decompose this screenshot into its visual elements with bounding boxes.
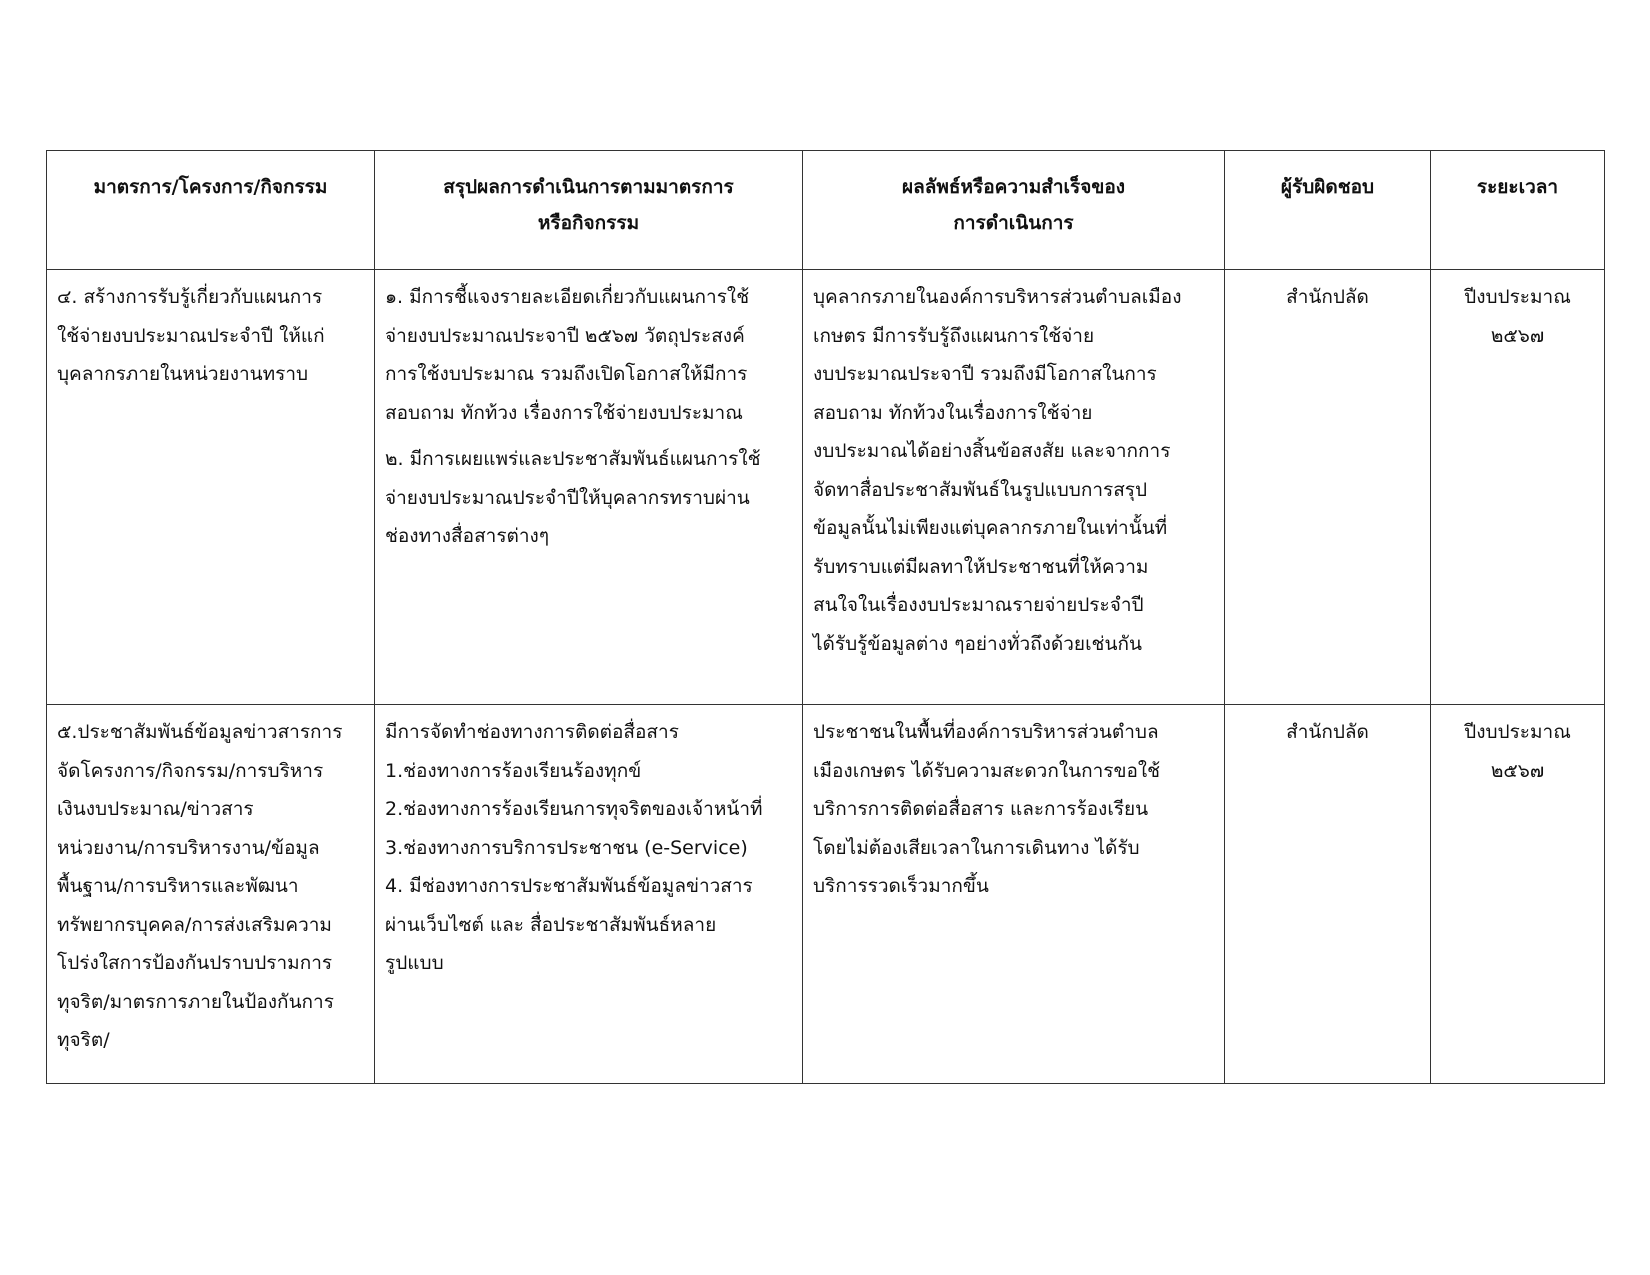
header-line: ระยะเวลา	[1476, 176, 1559, 198]
period-line: ๒๕๖๗	[1490, 759, 1545, 782]
header-line: หรือกิจกรรม	[537, 212, 640, 234]
summary-paragraph	[385, 713, 792, 983]
text-line: จัดทาสื่อประชาสัมพันธ์ในรูปแบบการสรุป	[813, 478, 1148, 501]
text-line: ข้อมูลนั้นไม่เพียงแต่บุคลากรภายในเท่านั้นที่	[813, 517, 1168, 539]
text-line: บุคลากรภายในหน่วยงานทราบ	[57, 363, 309, 385]
text-line: ๕.ประชาสัมพันธ์ข้อมูลข่าวสารการ	[57, 721, 343, 743]
header-row	[47, 151, 1605, 270]
text-line: ช่องทางสื่อสารต่างๆ	[385, 525, 550, 547]
text-line: บุคลากรภายในองค์การบริหารส่วนตำบลเมือง	[813, 286, 1182, 308]
text-line: ๑. มีการชี้แจงรายละเอียดเกี่ยวกับแผนการใช้	[385, 286, 750, 308]
text-line: มีการจัดทำช่องทางการติดต่อสื่อสาร	[385, 721, 679, 743]
text-line: 3.ช่องทางการบริการประชาชน (e-Service)	[385, 836, 748, 859]
measure-cell	[47, 270, 375, 705]
text-line: เงินงบประมาณ/ข่าวสาร	[57, 798, 254, 820]
text-line: จัดโครงการ/กิจกรรม/การบริหาร	[57, 759, 324, 782]
header-line: ผลลัพธ์หรือความสำเร็จของ	[901, 176, 1126, 198]
text-line: ประชาชนในพื้นที่องค์การบริหารส่วนตำบล	[813, 721, 1159, 743]
header-period	[1431, 151, 1605, 270]
measures-table	[46, 150, 1605, 1084]
text-line: การใช้งบประมาณ รวมถึงเปิดโอกาสให้มีการ	[385, 363, 748, 385]
summary-paragraph	[385, 278, 792, 432]
header-responsible	[1225, 151, 1431, 270]
header-summary	[375, 151, 803, 270]
text-line: จ่ายงบประมาณประจาปี ๒๕๖๗ วัตถุประสงค์	[385, 324, 745, 347]
period-line: ๒๕๖๗	[1490, 324, 1545, 347]
text-line: จ่ายงบประมาณประจำปีให้บุคลากรทราบผ่าน	[385, 486, 750, 509]
header-line: สรุปผลการดำเนินการตามมาตรการ	[443, 176, 734, 198]
header-result	[803, 151, 1225, 270]
period-line: ปีงบประมาณ	[1464, 286, 1571, 308]
text-line: โดยไม่ต้องเสียเวลาในการเดินทาง ได้รับ	[813, 836, 1140, 859]
text-line: งบประมาณได้อย่างสิ้นข้อสงสัย และจากการ	[813, 440, 1171, 462]
period-line: ปีงบประมาณ	[1464, 721, 1571, 743]
period-cell	[1431, 705, 1605, 1084]
text-line: 4. มีช่องทางการประชาสัมพันธ์ข้อมูลข่าวสาร	[385, 875, 753, 897]
text-line: 1.ช่องทางการร้องเรียนร้องทุกข์	[385, 759, 642, 782]
responsible-text: สำนักปลัด	[1286, 721, 1369, 743]
header-line: การดำเนินการ	[953, 212, 1074, 234]
text-line: สอบถาม ทักท้วง เรื่องการใช้จ่ายงบประมาณ	[385, 401, 743, 424]
text-line: รับทราบแต่มีผลทาให้ประชาชนที่ให้ความ	[813, 555, 1149, 578]
responsible-cell	[1225, 270, 1431, 705]
text-line: บริการการติดต่อสื่อสาร และการร้องเรียน	[813, 798, 1149, 820]
text-line: เมืองเกษตร ได้รับความสะดวกในการขอใช้	[813, 759, 1161, 782]
measure-cell	[47, 705, 375, 1084]
summary-cell	[375, 270, 803, 705]
responsible-cell	[1225, 705, 1431, 1084]
text-line: สอบถาม ทักท้วงในเรื่องการใช้จ่าย	[813, 401, 1093, 424]
header-line: ผู้รับผิดชอบ	[1280, 176, 1375, 198]
period-cell	[1431, 270, 1605, 705]
responsible-text: สำนักปลัด	[1286, 286, 1369, 308]
text-line: ๒. มีการเผยแพร่และประชาสัมพันธ์แผนการใช้	[385, 448, 761, 470]
text-line: ทุจริต/	[57, 1029, 110, 1051]
header-line: มาตรการ/โครงการ/กิจกรรม	[93, 176, 328, 198]
result-cell	[803, 270, 1225, 705]
text-line: สนใจในเรื่องงบประมาณรายจ่ายประจำปี	[813, 594, 1144, 616]
text-line: ได้รับรู้ข้อมูลต่าง ๆอย่างทั่วถึงด้วยเช่นกัน	[813, 632, 1142, 655]
text-line: พื้นฐาน/การบริหารและพัฒนา	[57, 875, 299, 897]
text-line: ทรัพยากรบุคคล/การส่งเสริมความ	[57, 913, 332, 936]
text-line: รูปแบบ	[385, 952, 444, 974]
table-row	[47, 705, 1605, 1084]
text-line: ใช้จ่ายงบประมาณประจำปี ให้แก่	[57, 324, 325, 347]
text-line: 2.ช่องทางการร้องเรียนการทุจริตของเจ้าหน้าที่	[385, 798, 763, 820]
text-line: ผ่านเว็บไซต์ และ สื่อประชาสัมพันธ์หลาย	[385, 913, 717, 936]
text-line: ทุจริต/มาตรการภายในป้องกันการ	[57, 990, 334, 1013]
summary-cell	[375, 705, 803, 1084]
result-cell	[803, 705, 1225, 1084]
text-line: ๔. สร้างการรับรู้เกี่ยวกับแผนการ	[57, 286, 323, 308]
summary-paragraph	[385, 440, 792, 556]
text-line: โปร่งใสการป้องกันปราบปรามการ	[57, 952, 333, 974]
table-row	[47, 270, 1605, 705]
header-measure	[47, 151, 375, 270]
text-line: เกษตร มีการรับรู้ถึงแผนการใช้จ่าย	[813, 324, 1095, 347]
text-line: บริการรวดเร็วมากขึ้น	[813, 875, 989, 897]
text-line: หน่วยงาน/การบริหารงาน/ข้อมูล	[57, 836, 320, 859]
text-line: งบประมาณประจาปี รวมถึงมีโอกาสในการ	[813, 363, 1157, 385]
